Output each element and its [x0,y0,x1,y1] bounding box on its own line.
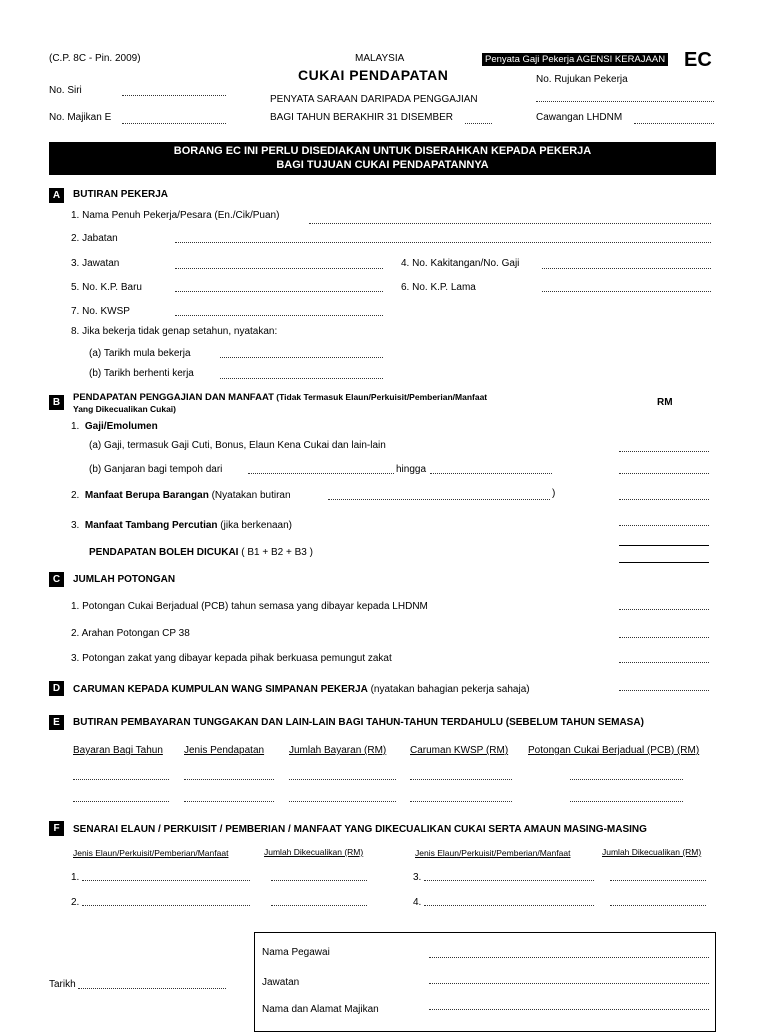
gaji-line [71,421,158,432]
jawatan-pegawai-field[interactable] [429,983,709,984]
gaji-label: Gaji/Emolumen [84,421,158,432]
tidak-genap-label: 8. Jika bekerja tidak genap setahun, nyatakan: [71,326,278,337]
f-col-jenis-left: Jenis Elaun/Perkuisit/Pemberian/Manfaat [73,848,229,858]
nama-alamat-label: Nama dan Alamat Majikan [262,1004,379,1015]
jawatan-field[interactable] [175,268,383,269]
no-siri-field[interactable] [122,95,226,96]
f-row-1-jumlah[interactable] [271,880,367,881]
f-row-3-jumlah[interactable] [610,880,706,881]
tambang-label: Manfaat Tambang Percutian [84,520,218,531]
section-f-marker: F [49,821,64,836]
section-b-title: PENDAPATAN PENGGAJIAN DAN MANFAAT [73,392,274,403]
jawatan-label: 3. Jawatan [71,258,120,269]
section-a-title: BUTIRAN PEKERJA [73,189,169,200]
tambang-number: 3. [71,520,80,531]
kakitangan-field[interactable] [542,268,711,269]
section-d-note: (nyatakan bahagian pekerja sahaja) [367,684,530,695]
rm-header: RM [657,397,673,408]
no-majikan-label: No. Majikan E [49,112,112,123]
tarikh-mula-field[interactable] [220,357,383,358]
gaji-b-label: (b) Ganjaran bagi tempoh dari [89,464,223,475]
section-c-title: JUMLAH POTONGAN [73,574,176,585]
manfaat-butiran-field[interactable] [328,499,550,500]
f-row-1-num: 1. [71,872,80,883]
col-jumlah-bayaran: Jumlah Bayaran (RM) [289,745,387,756]
f-row-2-jumlah[interactable] [271,905,367,906]
f-row-1-jenis[interactable] [82,880,250,881]
nama-field[interactable] [309,223,711,224]
section-b-note-2: Yang Dikecualikan Cukai) [73,404,176,414]
tarikh-field[interactable] [78,988,226,989]
e-row1-kwsp[interactable] [410,779,512,780]
no-rujukan-label: No. Rujukan Pekerja [536,74,628,85]
nama-pegawai-label: Nama Pegawai [262,947,330,958]
nama-label: 1. Nama Penuh Pekerja/Pesara (En./Cik/Puan) [71,210,280,221]
hingga-label: hingga [396,464,427,475]
kp-lama-label: 6. No. K.P. Lama [401,282,476,293]
cawangan-field[interactable] [634,123,714,124]
potongan-pcb-label: 1. Potongan Cukai Berjadual (PCB) tahun semasa yang dibayar kepada LHDNM [71,601,428,612]
section-b-title-line [73,392,487,403]
kp-baru-label: 5. No. K.P. Baru [71,282,142,293]
tambang-note: (jika berkenaan) [217,520,293,531]
total-rule-bottom [619,562,709,563]
col-potongan-pcb: Potongan Cukai Berjadual (PCB) (RM) [528,745,700,756]
boleh-cukai-label: PENDAPATAN BOLEH DICUKAI [89,547,239,558]
jabatan-field[interactable] [175,242,711,243]
no-siri-label: No. Siri [49,85,82,96]
tarikh-berhenti-label: (b) Tarikh berhenti kerja [89,368,194,379]
potongan-cp38-amount[interactable] [619,637,709,638]
col-jenis-pendapatan: Jenis Pendapatan [184,745,265,756]
potongan-cp38-label: 2. Arahan Potongan CP 38 [71,628,190,639]
form-letter: EC [684,49,712,71]
section-c-marker: C [49,572,64,587]
f-col-jenis-right: Jenis Elaun/Perkuisit/Pemberian/Manfaat [415,848,571,858]
year-field[interactable] [465,123,492,124]
page-title: CUKAI PENDAPATAN [298,67,449,83]
instruction-banner [49,142,716,175]
section-f-title: SENARAI ELAUN / PERKUISIT / PEMBERIAN / MANFAAT YANG DIKECUALIKAN CUKAI SERTA AMAUN MASING-MASING [73,824,647,835]
kwsp-field[interactable] [175,315,383,316]
manfaat-number: 2. [71,490,80,501]
boleh-cukai-note: ( B1 + B2 + B3 ) [238,547,313,558]
section-e-title: BUTIRAN PEMBAYARAN TUNGGAKAN DAN LAIN-LAIN BAGI TAHUN-TAHUN TERDAHULU (SEBELUM TAHUN SEMASA) [73,717,644,728]
e-row1-tahun[interactable] [73,779,169,780]
boleh-cukai-line [89,547,313,558]
section-d-title: CARUMAN KEPADA KUMPULAN WANG SIMPANAN PEKERJA [73,684,368,695]
no-majikan-field[interactable] [122,123,226,124]
tambang-line [71,520,292,531]
e-row2-tahun[interactable] [73,801,169,802]
tambang-amount[interactable] [619,525,709,526]
e-row2-jenis[interactable] [184,801,274,802]
tarikh-mula-label: (a) Tarikh mula bekerja [89,348,191,359]
manfaat-label: Manfaat Berupa Barangan [84,490,209,501]
manfaat-amount[interactable] [619,499,709,500]
gaji-b-amount[interactable] [619,473,709,474]
e-row1-pcb[interactable] [570,779,683,780]
kp-lama-field[interactable] [542,291,711,292]
subtitle-1: PENYATA SARAAN DARIPADA PENGGAJIAN [270,94,478,105]
jawatan-pegawai-label: Jawatan [262,977,300,988]
nama-alamat-field[interactable] [429,1009,709,1010]
banner-line-1: BORANG EC INI PERLU DISEDIAKAN UNTUK DISERAHKAN KEPADA PEKERJA [173,145,592,157]
tarikh-label: Tarikh [49,979,76,990]
kp-baru-field[interactable] [175,291,383,292]
f-row-2-num: 2. [71,897,80,908]
manfaat-line [71,490,291,501]
col-bayaran-tahun: Bayaran Bagi Tahun [73,745,163,756]
col-caruman-kwsp: Caruman KWSP (RM) [410,745,509,756]
kakitangan-label: 4. No. Kakitangan/No. Gaji [401,258,520,269]
gaji-a-label: (a) Gaji, termasuk Gaji Cuti, Bonus, Elaun Kena Cukai dan lain-lain [89,440,386,451]
e-row2-jumlah[interactable] [289,801,396,802]
f-row-4-jenis[interactable] [424,905,594,906]
e-row2-pcb[interactable] [570,801,683,802]
agency-badge: Penyata Gaji Pekerja AGENSI KERAJAAN [482,53,668,66]
kwsp-amount[interactable] [619,690,709,691]
f-row-4-jumlah[interactable] [610,905,706,906]
potongan-pcb-amount[interactable] [619,609,709,610]
f-row-3-jenis[interactable] [424,880,594,881]
cawangan-label: Cawangan LHDNM [536,112,623,123]
section-d-line [73,684,530,695]
tarikh-berhenti-field[interactable] [220,378,383,379]
nama-pegawai-field[interactable] [429,957,709,958]
potongan-zakat-label: 3. Potongan zakat yang dibayar kepada pihak berkuasa pemungut zakat [71,653,392,664]
e-row1-jumlah[interactable] [289,779,396,780]
form-code: (C.P. 8C - Pin. 2009) [49,53,141,64]
banner-line-2: BAGI TUJUAN CUKAI PENDAPATANNYA [276,159,489,171]
section-b-note: (Tidak Termasuk Elaun/Perkuisit/Pemberian/Manfaat [273,392,488,402]
section-b-marker: B [49,395,64,410]
e-row1-jenis[interactable] [184,779,274,780]
manfaat-close: ) [552,488,556,499]
f-row-3-num: 3. [413,872,422,883]
jabatan-label: 2. Jabatan [71,233,118,244]
subtitle-2: BAGI TAHUN BERAKHIR 31 DISEMBER [270,112,454,123]
total-rule-top [619,545,709,546]
potongan-zakat-amount[interactable] [619,662,709,663]
e-row2-kwsp[interactable] [410,801,512,802]
f-col-jumlah-right: Jumlah Dikecualikan (RM) [602,847,702,857]
f-row-4-num: 4. [413,897,422,908]
ganjaran-to-field[interactable] [430,473,552,474]
ganjaran-from-field[interactable] [248,473,394,474]
f-row-2-jenis[interactable] [82,905,250,906]
section-d-marker: D [49,681,64,696]
no-rujukan-field[interactable] [536,101,714,102]
country-label: MALAYSIA [355,53,405,64]
f-col-jumlah-left: Jumlah Dikecualikan (RM) [264,847,364,857]
section-a-marker: A [49,188,64,203]
gaji-number: 1. [71,421,80,432]
gaji-a-amount[interactable] [619,451,709,452]
manfaat-note: (Nyatakan butiran [208,490,291,501]
kwsp-label: 7. No. KWSP [71,306,130,317]
section-e-marker: E [49,715,64,730]
